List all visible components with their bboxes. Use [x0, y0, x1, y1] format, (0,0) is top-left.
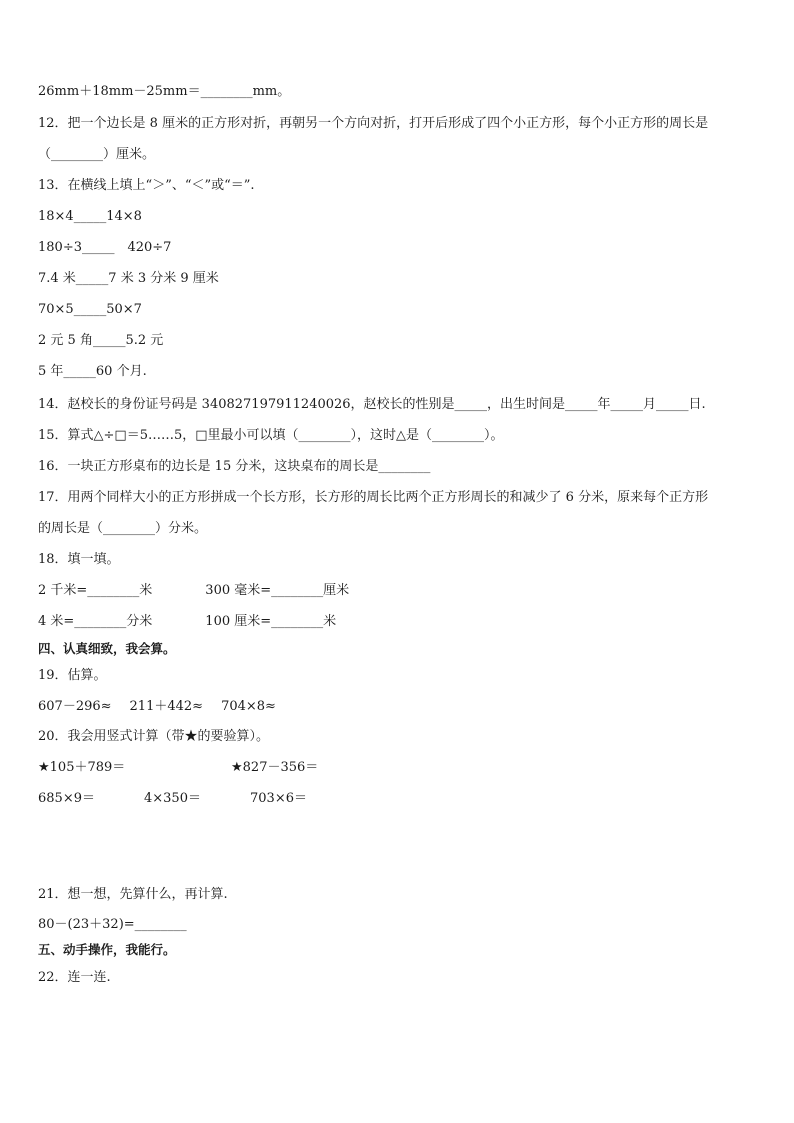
- question-20-item-4: 4×350＝: [144, 791, 201, 806]
- question-13: 13．在横线上填上“＞”、“＜”或“＝”.: [38, 178, 255, 193]
- question-13-item-6: 5 年_____60 个月.: [38, 364, 147, 379]
- section-4-heading: 四、认真细致，我会算。: [38, 641, 176, 656]
- question-16: 16．一块正方形桌布的边长是 15 分米，这块桌布的周长是________: [38, 459, 431, 474]
- question-13-item-4: 70×5_____50×7: [38, 302, 142, 317]
- question-21-item-1: 80－(23＋32)=________: [38, 917, 187, 932]
- question-19-item-3: 704×8≈: [221, 699, 276, 714]
- question-20-item-5: 703×6＝: [250, 791, 307, 806]
- question-18-item-2a: 4 米=________分米: [38, 614, 153, 629]
- question-18: 18．填一填。: [38, 552, 120, 567]
- question-15: 15．算式△÷□＝5……5，□里最小可以填（________），这时△是（________）。: [38, 428, 504, 443]
- question-18-item-1b: 300 毫米=________厘米: [205, 583, 350, 598]
- question-20: 20．我会用竖式计算（带★的要验算）。: [38, 729, 270, 744]
- question-18-item-1a: 2 千米=________米: [38, 583, 153, 598]
- question-19-item-1: 607－296≈: [38, 699, 112, 714]
- question-20-item-2: ★827－356＝: [231, 760, 319, 775]
- question-17-line-2: 的周长是（________）分米。: [38, 521, 208, 536]
- question-20-item-1: ★105＋789＝: [38, 760, 126, 775]
- question-19: 19．估算。: [38, 668, 107, 683]
- question-19-items: [38, 698, 276, 716]
- question-18-item-2b: 100 厘米=________米: [205, 614, 337, 629]
- question-19-item-2: 211＋442≈: [129, 699, 204, 714]
- question-21: 21．想一想，先算什么，再计算.: [38, 887, 228, 902]
- question-20-item-3: 685×9＝: [38, 791, 95, 806]
- question-17-line-1: 17．用两个同样大小的正方形拼成一个长方形，长方形的周长比两个正方形周长的和减少了 6 分米，原来每个正方形: [38, 490, 709, 505]
- question-13-item-2: 180÷3_____ 420÷7: [38, 240, 172, 255]
- section-5-heading: 五、动手操作，我能行。: [38, 942, 176, 957]
- question-22: 22．连一连.: [38, 970, 111, 985]
- question-13-item-1: 18×4_____14×8: [38, 209, 142, 224]
- question-12-line-1: 12．把一个边长是 8 厘米的正方形对折，再朝另一个方向对折，打开后形成了四个小正方形，每个小正方形的周长是: [38, 116, 709, 131]
- question-12-line-2: （________）厘米。: [38, 147, 156, 162]
- question-13-item-3: 7.4 米_____7 米 3 分米 9 厘米: [38, 271, 219, 286]
- question-14: 14．赵校长的身份证号码是 340827197911240026，赵校长的性别是_____，出生时间是_____年_____月_____日.: [38, 397, 706, 412]
- question-18-item-2: [38, 613, 336, 631]
- question-18-item-1: [38, 582, 349, 600]
- expression-line: 26mm＋18mm－25mm＝________mm。: [38, 84, 291, 99]
- question-13-item-5: 2 元 5 角_____5.2 元: [38, 333, 164, 348]
